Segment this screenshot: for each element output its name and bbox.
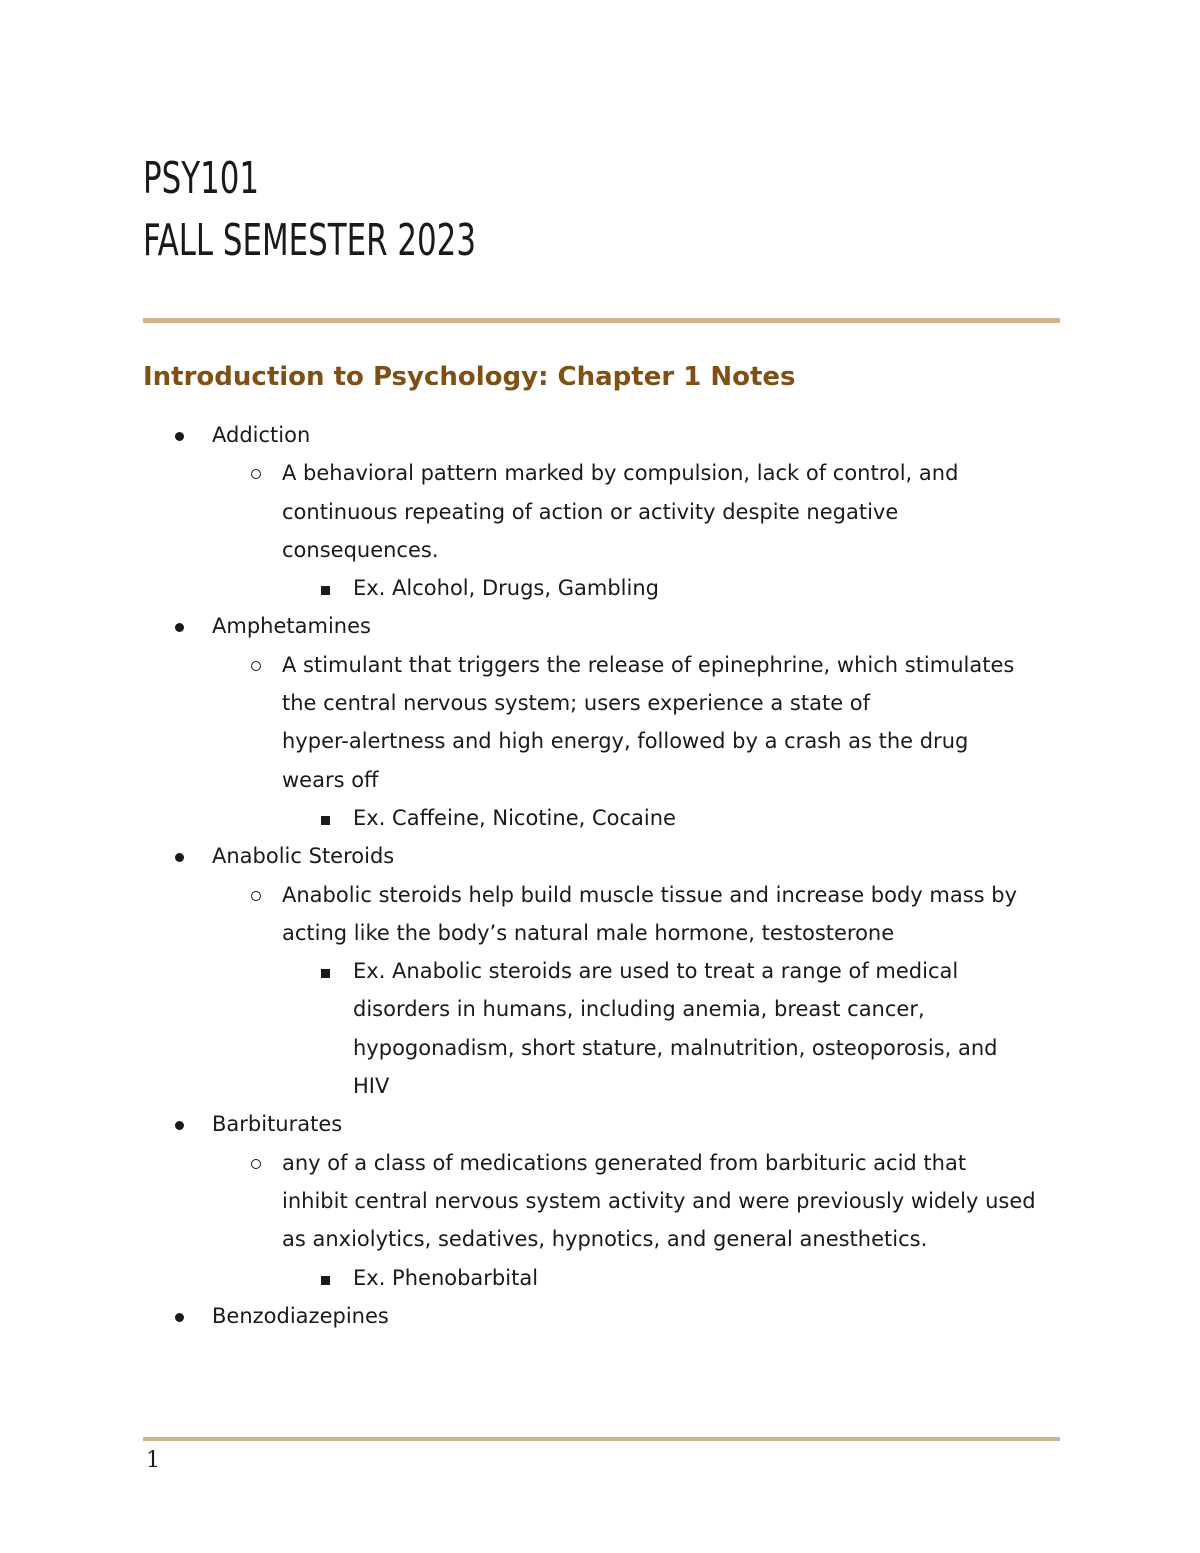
term-label: Benzodiazepines	[212, 1303, 389, 1328]
definition-continuation	[143, 493, 1063, 531]
example-continuation	[143, 1029, 1063, 1067]
list-item-example	[143, 952, 1063, 990]
list-item-definition	[143, 876, 1063, 914]
definition-continuation	[143, 761, 1063, 799]
filled-circle-bullet-icon	[175, 623, 184, 632]
example-line: Ex. Anabolic steroids are used to treat a range of medical	[353, 959, 959, 984]
example-continuation	[143, 1067, 1063, 1105]
definition-line: continuous repeating of action or activity despite negative	[282, 499, 899, 524]
list-item-term	[143, 1297, 1063, 1335]
definition-line: the central nervous system; users experience a state of	[282, 691, 871, 716]
list-item-example	[143, 569, 1063, 607]
definition-line: inhibit central nervous system activity and were previously widely used	[282, 1188, 1036, 1213]
filled-circle-bullet-icon	[175, 1313, 184, 1322]
list-item-term	[143, 1105, 1063, 1143]
example-line: Ex. Phenobarbital	[353, 1265, 539, 1290]
definition-line: consequences.	[282, 537, 439, 562]
course-code: PSY101	[143, 153, 260, 204]
definition-line: A behavioral pattern marked by compulsion, lack of control, and	[282, 461, 959, 486]
notes-list	[143, 416, 1063, 1335]
section-heading: Introduction to Psychology: Chapter 1 Notes	[143, 362, 796, 392]
example-line: Ex. Alcohol, Drugs, Gambling	[353, 576, 659, 601]
square-bullet-icon	[321, 586, 330, 595]
list-item-example	[143, 799, 1063, 837]
definition-line: wears off	[282, 767, 379, 792]
list-item-term	[143, 607, 1063, 645]
hollow-circle-bullet-icon	[251, 1159, 261, 1169]
footer-divider	[143, 1437, 1060, 1441]
hollow-circle-bullet-icon	[251, 661, 261, 671]
definition-continuation	[143, 684, 1063, 722]
definition-continuation	[143, 722, 1063, 760]
term-label: Barbiturates	[212, 1112, 343, 1137]
list-item-term	[143, 837, 1063, 875]
definition-continuation	[143, 914, 1063, 952]
term-label: Amphetamines	[212, 614, 371, 639]
definition-line: any of a class of medications generated from barbituric acid that	[282, 1150, 967, 1175]
filled-circle-bullet-icon	[175, 1121, 184, 1130]
document-title	[143, 148, 570, 272]
definition-line: A stimulant that triggers the release of epinephrine, which stimulates	[282, 652, 1015, 677]
hollow-circle-bullet-icon	[251, 891, 261, 901]
example-line: disorders in humans, including anemia, breast cancer,	[353, 997, 925, 1022]
filled-circle-bullet-icon	[175, 853, 184, 862]
term-label: Anabolic Steroids	[212, 844, 395, 869]
list-item-example	[143, 1259, 1063, 1297]
square-bullet-icon	[321, 816, 330, 825]
definition-continuation	[143, 531, 1063, 569]
page-number: 1	[146, 1448, 160, 1473]
definition-line: acting like the body’s natural male hormone, testosterone	[282, 920, 895, 945]
definition-line: as anxiolytics, sedatives, hypnotics, and general anesthetics.	[282, 1227, 928, 1252]
term-label: Addiction	[212, 423, 311, 447]
top-divider	[143, 318, 1060, 323]
definition-continuation	[143, 1182, 1063, 1220]
list-item-definition	[143, 454, 1063, 492]
list-item-definition	[143, 1144, 1063, 1182]
square-bullet-icon	[321, 969, 330, 978]
list-item-term	[143, 416, 1063, 454]
semester-title: FALL SEMESTER 2023	[143, 215, 476, 266]
example-line: hypogonadism, short stature, malnutrition, osteoporosis, and	[353, 1035, 998, 1060]
square-bullet-icon	[321, 1276, 330, 1285]
example-line: Ex. Caffeine, Nicotine, Cocaine	[353, 805, 676, 830]
definition-continuation	[143, 1220, 1063, 1258]
filled-circle-bullet-icon	[175, 432, 184, 441]
list-item-definition	[143, 646, 1063, 684]
definition-line: Anabolic steroids help build muscle tissue and increase body mass by	[282, 882, 1018, 907]
example-line: HIV	[353, 1074, 390, 1099]
definition-line: hyper-alertness and high energy, followed by a crash as the drug	[282, 729, 969, 754]
hollow-circle-bullet-icon	[251, 469, 261, 479]
example-continuation	[143, 990, 1063, 1028]
